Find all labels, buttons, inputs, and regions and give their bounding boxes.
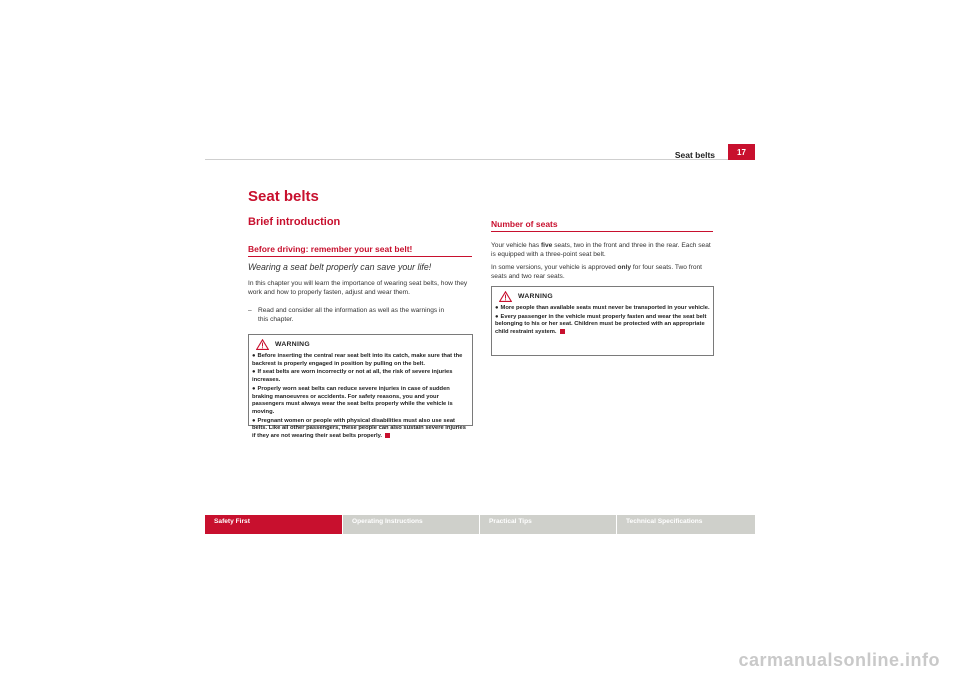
bold-text: five (540, 242, 553, 249)
warning-label: WARNING (275, 340, 310, 348)
warning-item-text: More people than available seats must never be transported in your vehicle. (500, 305, 710, 311)
versions-paragraph (491, 263, 716, 282)
page-number-badge: 17 (728, 144, 755, 160)
right-body-text (491, 241, 716, 281)
step-dash: – (248, 307, 252, 314)
left-subheading: Before driving: remember your seat belt! (248, 244, 472, 257)
chapter-title: Seat belts (248, 188, 319, 205)
warning-item-text: Properly worn seat belts can reduce severe injuries in case of sudden braking manoeuvres or accidents. For safety reasons, you and your passengers must always wear the seat belts properly while the vehicle is moving. (252, 385, 453, 415)
warning-box-left (248, 334, 473, 440)
warning-item (252, 353, 470, 368)
warning-item (495, 314, 711, 337)
warning-item (252, 418, 470, 441)
warning-item-text: Every passenger in the vehicle must properly fasten and wear the seat belt belonging to his or her seat. Children must be protected with an appropriate child restraint system. (495, 313, 707, 336)
end-square-icon (385, 433, 390, 438)
tab-operating-instructions[interactable]: Operating Instructions (343, 515, 479, 534)
warning-item (252, 386, 470, 417)
seats-paragraph (491, 241, 716, 260)
left-step (248, 306, 474, 325)
tab-safety-first[interactable]: Safety First (205, 515, 342, 534)
left-subtitle: Wearing a seat belt properly can save your life! (248, 262, 432, 272)
step-text-line1: Read and consider all the information as well as the warnings in (258, 307, 445, 314)
running-header-title: Seat belts (674, 150, 715, 160)
text-span: In some versions, your vehicle is approved (491, 263, 618, 271)
warning-item-text: Pregnant women or people with physical disabilities must also use seat belts. Like all other passengers, these people can also sustain severe injuries if they are not wearing their seat belts properly. (252, 417, 466, 440)
tab-technical-specifications[interactable]: Technical Specifications (617, 515, 755, 534)
bold-text: only (617, 263, 632, 271)
watermark: carmanualsonline.info (738, 650, 940, 670)
tab-practical-tips[interactable]: Practical Tips (480, 515, 616, 534)
warning-box-right (491, 286, 714, 356)
bullet-icon: ● (495, 305, 499, 311)
text-span: Your vehicle has (491, 242, 541, 249)
warning-item-text: If seat belts are worn incorrectly or not at all, the risk of severe injuries increases. (252, 369, 453, 384)
warning-triangle-icon (256, 339, 269, 350)
end-square-icon (560, 329, 565, 334)
text-span: seats, two in the front and three in the rear. Each seat is equipped with a three-point seat belt. (491, 242, 711, 259)
warning-header (249, 335, 472, 353)
warning-item-text: Before inserting the central rear seat belt into its catch, make sure that the backrest is properly engaged in position by pulling on the belt. (252, 353, 463, 367)
bullet-icon: ● (252, 385, 256, 392)
warning-body (249, 353, 472, 441)
warning-item (252, 369, 470, 384)
bullet-icon: ● (252, 369, 256, 376)
bullet-icon: ● (252, 353, 256, 359)
step-text-line2: this chapter. (258, 316, 294, 324)
warning-body (492, 305, 713, 337)
left-intro-text: In this chapter you will learn the importance of wearing seat belts, how they work and how to properly fasten, adjust and wear them. (248, 280, 468, 297)
text-span: for four seats. Two front seats and two rear seats. (491, 263, 702, 280)
warning-header (492, 287, 713, 305)
warning-label: WARNING (518, 292, 553, 300)
right-subheading: Number of seats (491, 219, 713, 232)
bullet-icon: ● (495, 313, 499, 320)
section-heading: Brief introduction (248, 216, 341, 228)
warning-item (495, 305, 711, 313)
bullet-icon: ● (252, 417, 256, 424)
warning-triangle-icon (499, 291, 512, 302)
